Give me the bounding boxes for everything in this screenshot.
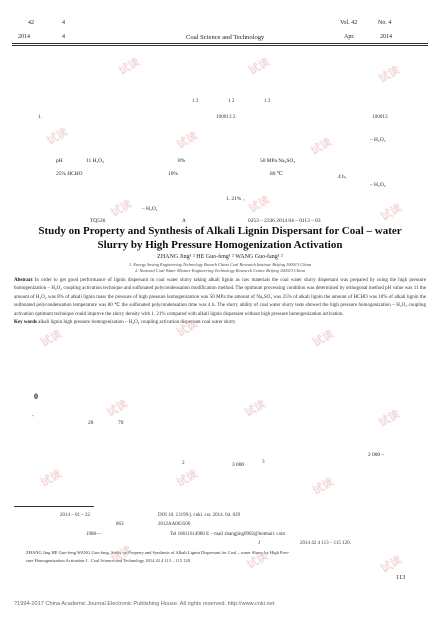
footnote-cite-en-1: ZHANG Jing HE Guo-feng WANG Guo-fang. Study on Property and Synthesis of Alkali Lignin Dispersant for Coal – water Slurry by High Pres- xyxy=(26,550,290,555)
footnote-doi: DOI 10. 13199/j. cnki. cst. 2014. 04. 029 xyxy=(158,513,241,518)
author-sup-3: 1 2 xyxy=(264,98,271,104)
watermark: 试读 xyxy=(242,397,269,420)
abstract-cn-ph: pH xyxy=(56,158,63,164)
footnote-received: 2014 – 01 – 22 xyxy=(60,513,90,518)
body-number-2000: 2 000 ~ xyxy=(368,452,385,458)
abstract-cn-improvement: 1. 21% 。 xyxy=(226,196,249,202)
footnote-bio-year: 1988— xyxy=(86,532,101,537)
author-sup-1: 1 2 xyxy=(192,98,199,104)
header-issue-cn: 4 xyxy=(62,20,65,26)
watermark: 试读 xyxy=(108,197,135,220)
body-ref-sup-3: 3 xyxy=(262,459,265,465)
watermark: 试读 xyxy=(378,201,405,224)
watermark: 试读 xyxy=(308,135,335,158)
watermark: 试读 xyxy=(38,467,65,490)
watermark: 试读 xyxy=(174,129,201,152)
document-code: A xyxy=(182,218,186,224)
affiliation-en-2: 2. National Coal Water Mixture Engineering Technology Research Center Beijing 100013 China xyxy=(135,268,305,273)
footnote-cite-j: J xyxy=(258,541,260,546)
abstract-cn-h2o2-2: – H₂O₂ xyxy=(370,182,386,188)
affiliation-en-1: 1. Energy Saving Engineering Technology Branch China Coal Research Institute Beijing 100013 China xyxy=(128,262,312,267)
abstract-cn-temperature: 80 ℃ xyxy=(270,171,283,177)
abstract-cn-ph-value: 11 H₂O₂ xyxy=(86,158,105,164)
footnote-fund-number: 2012AA063506 xyxy=(158,522,191,527)
keywords-en-label: Key words xyxy=(14,320,37,325)
keywords-cn-h2o2: – H₂O₂ xyxy=(142,206,158,212)
header-volume-cn: 42 xyxy=(28,20,34,26)
title-en-line-1: Study on Property and Synthesis of Alkali Lignin Dispersant for Coal – water xyxy=(38,225,402,237)
footnote-contact: Tel 18611614980 E – mail zhangjing0902@hotmail. com xyxy=(170,532,286,537)
header-year-en: 2014 xyxy=(380,34,392,40)
watermark: 试读 xyxy=(38,327,65,350)
author-sup-2: 1 2 xyxy=(228,98,235,104)
abstract-cn-h2o2-amount: 8% xyxy=(178,158,186,164)
watermark: 试读 xyxy=(378,553,405,576)
abstract-cn-h2o2: – H₂O₂ xyxy=(370,137,386,143)
body-number-70: 70 xyxy=(118,420,124,426)
copyright-line: ?1994-2017 China Academic Journal Electronic Publishing House. All rights reserved. http://www.cnki.net xyxy=(14,601,275,607)
abstract-cn-na2so3: 25% HCHO xyxy=(56,171,83,177)
watermark: 试读 xyxy=(108,543,135,566)
authors-en: ZHANG Jing¹ ² HE Guo-feng¹ ² WANG Guo-fang¹ ² xyxy=(157,254,283,260)
header-month-en: Apr. xyxy=(344,34,355,40)
watermark: 试读 xyxy=(116,55,143,78)
page-number: 113 xyxy=(396,574,406,581)
watermark: 试读 xyxy=(246,55,273,78)
footnote-cite-en-2: sure Homogenization Activation J . Coal Science and Technology 2014 42 4 113 – 115 120. xyxy=(26,558,192,563)
affiliation-cn-postcode-1: 100013 2. xyxy=(216,114,237,120)
article-id: 0253 – 2336 2014 04 – 0113 – 03 xyxy=(248,218,321,224)
affiliation-cn-1: 1. xyxy=(38,114,42,120)
body-ref-sup-2: 2 xyxy=(182,460,185,466)
body-number-3000: 3 000 xyxy=(232,462,245,468)
watermark: 试读 xyxy=(376,407,403,430)
abstract-cn-time: 4 h。 xyxy=(338,174,351,180)
header-month-cn: 4 xyxy=(62,34,65,40)
watermark: 试读 xyxy=(246,193,273,216)
body-comma: 、 xyxy=(32,412,38,418)
watermark: 试读 xyxy=(310,327,337,350)
watermark: 试读 xyxy=(376,63,403,86)
affiliation-cn-postcode-2: 100013 xyxy=(372,114,388,120)
header-rule-top xyxy=(12,43,428,44)
watermark: 试读 xyxy=(310,475,337,498)
watermark: 试读 xyxy=(174,317,201,340)
abstract-cn-hcho: 10% xyxy=(168,171,178,177)
abstract-en-label: Abstract xyxy=(14,277,33,283)
title-en-line-2: Slurry by High Pressure Homogenization Activation xyxy=(97,239,343,251)
watermark: 试读 xyxy=(44,125,71,148)
body-number-20: 20 xyxy=(88,420,94,426)
footnote-cite-cn: 2014 42 4 113 – 115 120. xyxy=(300,541,351,546)
watermark: 试读 xyxy=(104,397,131,420)
watermark: 试读 xyxy=(244,549,271,572)
header-issue-en: No. 4 xyxy=(378,20,392,26)
section-heading-0: 0 xyxy=(34,392,38,401)
abstract-cn-pressure: 50 MPa Na₂SO₃ xyxy=(260,158,296,164)
clc-number: TQ536 xyxy=(90,218,106,224)
footnote-fund-863: 863 xyxy=(116,522,124,527)
abstract-en-text: In order to get good performance of lignin dispersant in coal water slurry taking alkali lignin as raw materials the coal water slurry dispersant was prepared by using the high pressure homogenization – H₂O₂ coupling activation technique and sulfonated polycondensation modification method. The optimum processing condition was determined by orthogonal method pH value was 11 the amount of H₂O₂ was 8% of alkali lignin mass the pressure of high pressure homogenization was 50 MPa the amount of Na₂SO₃ was 25% of alkali lignin the amount of HCHO was 10% of alkali lignin the sulfonated polycondensation temperature was 80 ℃ the sulfonated polycondensation time was 4 h. The slurry ability of coal water slurry tests showed the high pressure homogenization – H₂O₂ coupling activation optimum technique could improve the slurry density with 1. 21% compared with alkali lignin dispersant without high pressure homogenization activation. xyxy=(14,277,426,317)
footnote-rule xyxy=(14,506,94,507)
header-year-cn: 2014 xyxy=(18,34,30,40)
header-volume-en: Vol. 42 xyxy=(340,20,358,26)
header-journal: Coal Science and Technology xyxy=(186,34,265,41)
watermark: 试读 xyxy=(174,467,201,490)
keywords-en-text: alkali lignin high pressure homogenization – H₂O₂ coupling activation dispersant coal water slurry xyxy=(38,320,236,325)
abstract-en xyxy=(14,267,426,328)
